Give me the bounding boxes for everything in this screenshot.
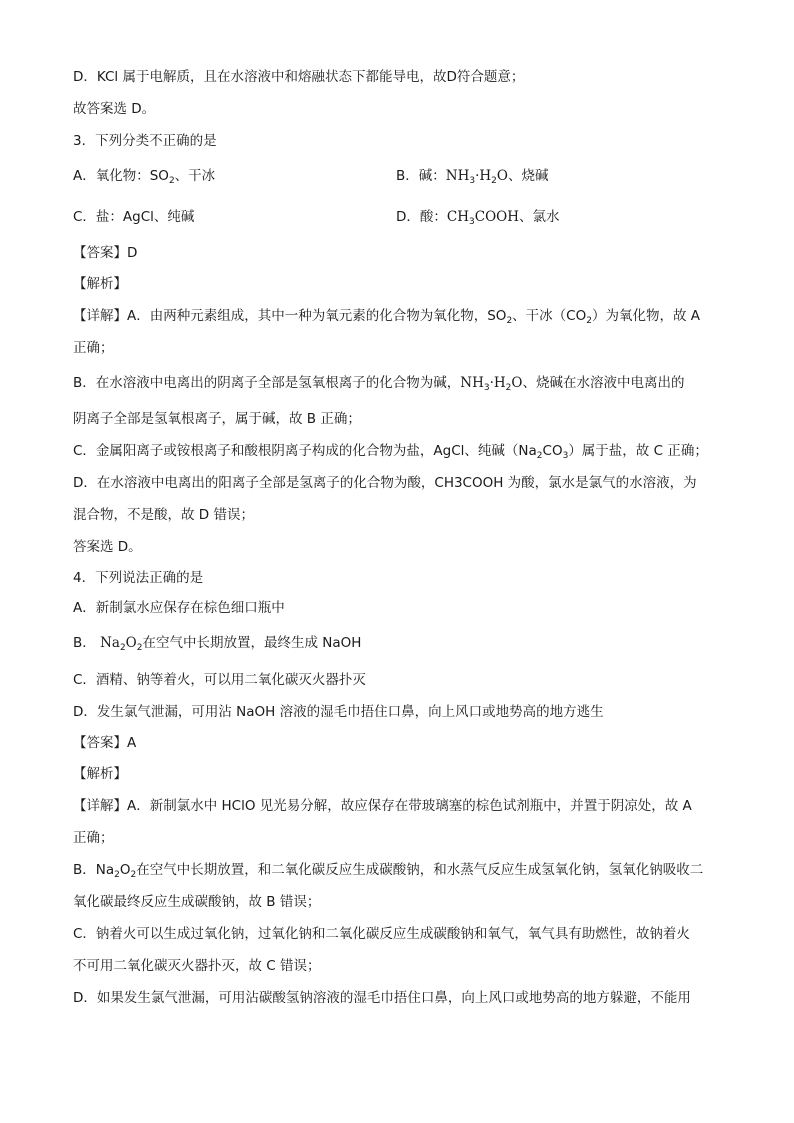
formula: ·H [489, 375, 506, 391]
q3-detail: 正确； [73, 340, 114, 356]
text: A．氧化物：SO [73, 168, 169, 184]
text: 【详解】A．由两种元素组成，其中一种为氧元素的化合物为氧化物，SO [73, 308, 507, 324]
q4-option-a: A．新制氯水应保存在棕色细口瓶中 [73, 600, 285, 616]
text: 、干冰 [174, 168, 216, 184]
text: O [119, 862, 131, 878]
q3-detail [73, 307, 700, 325]
formula: O [125, 635, 137, 651]
formula: O [496, 168, 508, 184]
q4-detail [73, 861, 703, 879]
text: D．酸： [396, 209, 447, 225]
q4-option-c: C．酒精、钠等着火，可以用二氧化碳灭火器扑灭 [73, 672, 366, 688]
q4-detail: 不可用二氧化碳灭火器扑灭，故 C 错误； [73, 958, 321, 974]
formula: O [511, 375, 523, 391]
q4-answer: 【答案】A [73, 735, 137, 751]
q4-detail: 氧化碳最终反应生成碳酸钠，故 B 错误； [73, 894, 321, 910]
q4-analysis-heading: 【解析】 [73, 766, 127, 782]
q3-option-b [396, 167, 548, 185]
q4-detail: 【详解】A．新制氯水中 HClO 见光易分解，故应保存在带玻璃塞的棕色试剂瓶中，并置于阴凉处，故 A [73, 798, 692, 814]
subscript: 2 [136, 643, 143, 653]
subscript: 2 [168, 176, 175, 186]
subscript: 2 [586, 316, 592, 326]
formula: NH [460, 375, 484, 391]
q3-answer: 【答案】D [73, 245, 138, 261]
q3-detail: D．在水溶液中电离出的阳离子全部是氢离子的化合物为酸，CH3COOH 为酸，氯水是氯气的水溶液，为 [73, 475, 697, 491]
text: 、氯水 [519, 209, 560, 225]
text: ）为氧化物，故 A [591, 308, 700, 324]
subscript: 3 [469, 217, 475, 227]
question-4-stem: 4．下列说法正确的是 [73, 570, 204, 586]
text: 、烧碱在水溶液中电离出的 [522, 375, 685, 391]
question-3-stem: 3．下列分类不正确的是 [73, 133, 217, 149]
q3-option-d [396, 208, 560, 226]
text-line: 故答案选 D。 [73, 101, 156, 117]
subscript: 2 [506, 316, 513, 326]
text: B．在水溶液中电离出的阴离子全部是氢氧根离子的化合物为碱， [73, 375, 461, 391]
text: B． [73, 635, 96, 651]
subscript: 3 [469, 176, 476, 186]
text: 在空气中长期放置，最终生成 NaOH [142, 635, 362, 651]
q3-detail [73, 374, 684, 392]
subscript: 2 [536, 451, 543, 461]
subscript: 2 [505, 383, 512, 393]
formula: CH [446, 209, 470, 225]
text: C．金属阳离子或铵根离子和酸根阴离子构成的化合物为盐，AgCl、纯碱（Na [73, 443, 537, 459]
text: 、烧碱 [507, 168, 549, 184]
q3-detail [73, 442, 708, 460]
subscript: 3 [562, 451, 569, 461]
subscript: 2 [114, 870, 120, 880]
formula: ·H [475, 168, 492, 184]
text-line: D．KCl 属于电解质，且在水溶液中和熔融状态下都能导电，故D符合题意； [73, 69, 525, 85]
q3-option-a [73, 167, 215, 185]
q4-detail: C．钠着火可以生成过氧化钠，过氧化钠和二氧化碳反应生成碳酸钠和氧气，氧气具有助燃性，故钠着火 [73, 926, 690, 942]
text: ）属于盐，故 C 正确； [568, 443, 708, 459]
text: B．Na [73, 862, 115, 878]
q4-option-b [73, 634, 361, 652]
text: 、干冰（CO [512, 308, 587, 324]
q3-detail: 混合物，不是酸，故 D 错误； [73, 507, 254, 523]
text: CO [542, 443, 563, 459]
q3-analysis-heading: 【解析】 [73, 276, 127, 292]
q4-detail: D．如果发生氯气泄漏，可用沾碳酸氢钠溶液的湿毛巾捂住口鼻，向上风口或地势高的地方躲避，不能用 [73, 990, 691, 1006]
text: B．碱： [396, 168, 446, 184]
subscript: 3 [483, 383, 490, 393]
q4-detail: 正确； [73, 830, 114, 846]
subscript: 2 [130, 870, 137, 880]
q4-option-d: D．发生氯气泄漏，可用沾 NaOH 溶液的湿毛巾捂住口鼻，向上风口或地势高的地方逃生 [73, 704, 604, 720]
subscript: 2 [119, 643, 126, 653]
text: 在空气中长期放置，和二氧化碳反应生成碳酸钠，和水蒸气反应生成氢氧化钠，氢氧化钠吸收二 [136, 862, 704, 878]
q3-detail: 答案选 D。 [73, 539, 142, 555]
q3-detail: 阴离子全部是氢氧根离子，属于碱，故 B 正确； [73, 411, 361, 427]
formula: NH [445, 168, 470, 184]
formula: COOH [474, 209, 519, 225]
subscript: 2 [491, 176, 497, 186]
formula: Na [100, 635, 120, 651]
q3-option-c: C．盐：AgCl、纯碱 [73, 209, 195, 225]
